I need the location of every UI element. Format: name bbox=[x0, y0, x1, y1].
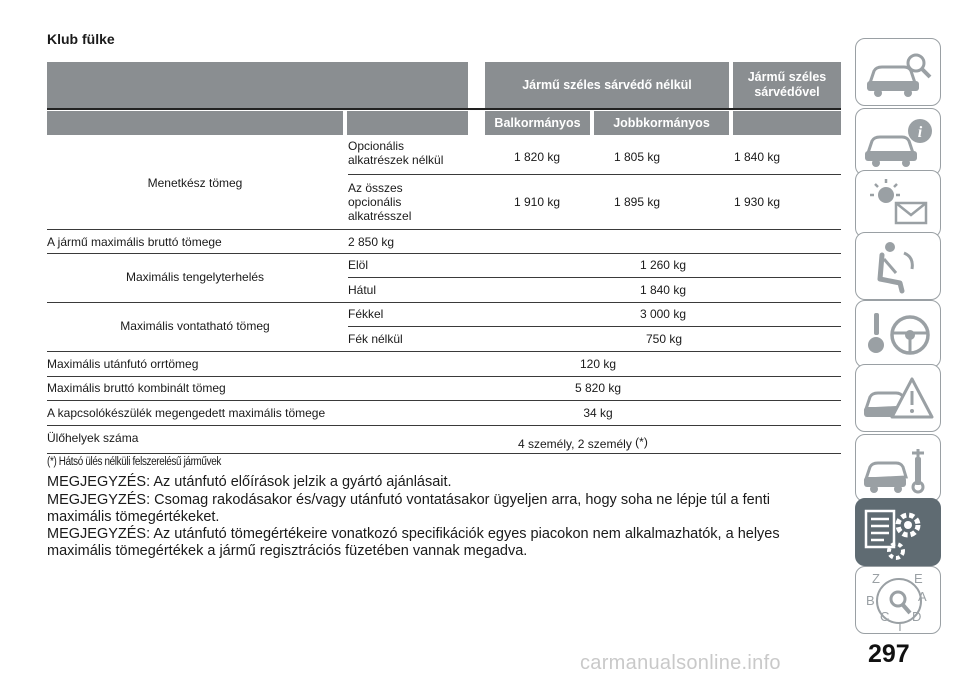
header-divider bbox=[47, 108, 841, 110]
gvw-value: 2 850 kg bbox=[348, 235, 395, 249]
tab-index[interactable] bbox=[855, 566, 941, 634]
svg-text:C: C bbox=[880, 609, 890, 624]
page-number: 297 bbox=[868, 640, 910, 668]
subheader-rhd: Jobbkormányos bbox=[594, 111, 729, 135]
steering-wheel-key-icon bbox=[856, 301, 942, 369]
seats-label: Ülőhelyek száma bbox=[47, 431, 139, 445]
nose-weight-value: 120 kg bbox=[579, 357, 617, 371]
car-info-icon bbox=[856, 109, 942, 177]
seat-airbag-icon bbox=[856, 233, 942, 301]
svg-text:Z: Z bbox=[872, 571, 880, 586]
coupling-label: A kapcsolókészülék megengedett maximális tömege bbox=[47, 406, 326, 420]
header-with-bumper: Jármű széles sárvédővel bbox=[733, 62, 841, 108]
tab-car-search[interactable] bbox=[855, 38, 941, 106]
curb-option-2: Az összes opcionális alkatrésszel bbox=[348, 181, 412, 223]
row-divider bbox=[47, 376, 841, 377]
header-no-bumper: Jármű széles sárvédő nélkül bbox=[485, 62, 729, 108]
row-divider bbox=[348, 174, 841, 175]
towing-unbraked-value: 750 kg bbox=[645, 332, 682, 346]
row-divider bbox=[47, 400, 841, 401]
note-3: MEGJEGYZÉS: Az utánfutó tömegértékeire vonatkozó specifikációk egyes piacokon nem alkalmazhatók, a helyes maximális tömegértékek a jármű regisztrációs füzetében vannak megadva. bbox=[47, 526, 780, 559]
towing-braked-label: Fékkel bbox=[348, 307, 384, 321]
axle-rear-value: 1 840 kg bbox=[639, 283, 686, 297]
car-crash-warning-icon bbox=[856, 365, 942, 433]
tab-maintenance[interactable] bbox=[855, 434, 941, 502]
towing-unbraked-label: Fék nélkül bbox=[348, 332, 403, 346]
seats-value bbox=[518, 435, 648, 451]
subheader-blank-3 bbox=[733, 111, 841, 135]
curb-option-1: Opcionális alkatrészek nélkül bbox=[348, 139, 444, 167]
row-divider bbox=[47, 253, 841, 254]
axle-front-value: 1 260 kg bbox=[639, 258, 686, 272]
subheader-lhd: Balkormányos bbox=[485, 111, 590, 135]
seats-value-text: 4 személy, 2 személy bbox=[518, 437, 632, 451]
row-divider bbox=[348, 277, 841, 278]
row-divider bbox=[47, 351, 841, 352]
svg-text:i: i bbox=[917, 124, 923, 141]
watermark: carmanualsonline.info bbox=[580, 652, 781, 674]
nose-weight-label: Maximális utánfutó orrtömeg bbox=[47, 357, 199, 371]
svg-text:A: A bbox=[918, 589, 927, 604]
towing-label: Maximális vontatható tömeg bbox=[120, 319, 270, 333]
tab-car-info[interactable] bbox=[855, 108, 941, 176]
car-search-icon bbox=[856, 39, 942, 107]
seats-footnote-mark: (*) bbox=[635, 435, 648, 449]
tab-emergency[interactable] bbox=[855, 364, 941, 432]
row-divider bbox=[47, 302, 841, 303]
curb-lhd-2: 1 910 kg bbox=[513, 195, 561, 209]
note-2: MEGJEGYZÉS: Csomag rakodásakor és/vagy utánfutó vontatásakor ügyeljen arra, hogy soha ne lépje túl a fenti maximális tömegértékeket. bbox=[47, 492, 770, 525]
warning-light-mail-icon bbox=[856, 171, 942, 239]
gvw-label: A jármű maximális bruttó tömege bbox=[47, 235, 222, 249]
subheader-blank-2 bbox=[347, 111, 468, 135]
curb-rhd-1: 1 805 kg bbox=[613, 150, 661, 164]
gcw-label: Maximális bruttó kombinált tömeg bbox=[47, 381, 226, 395]
note-1: MEGJEGYZÉS: Az utánfutó előírások jelzik a gyártó ajánlásait. bbox=[47, 474, 452, 490]
coupling-value: 34 kg bbox=[583, 406, 613, 420]
footnote: (*) Hátsó ülés nélküli felszerelésű járművek bbox=[47, 456, 221, 468]
svg-text:T: T bbox=[896, 619, 904, 634]
curb-weight-label: Menetkész tömeg bbox=[147, 176, 243, 190]
svg-text:D: D bbox=[912, 609, 922, 624]
specs-gears-icon bbox=[856, 499, 942, 567]
table-bottom-line bbox=[47, 453, 841, 454]
svg-text:B: B bbox=[866, 593, 875, 608]
header-blank-1 bbox=[47, 62, 468, 108]
towing-braked-value: 3 000 kg bbox=[639, 307, 686, 321]
row-divider bbox=[47, 425, 841, 426]
tab-starting-driving[interactable] bbox=[855, 300, 941, 368]
row-divider bbox=[47, 229, 841, 230]
alphabet-index-icon bbox=[856, 567, 942, 635]
gcw-value: 5 820 kg bbox=[574, 381, 622, 395]
page-title: Klub fülke bbox=[47, 31, 115, 47]
tab-technical-data[interactable] bbox=[855, 498, 941, 566]
axle-rear-label: Hátul bbox=[348, 283, 377, 297]
svg-text:E: E bbox=[914, 571, 923, 586]
tab-safety[interactable] bbox=[855, 232, 941, 300]
tab-warning-lights[interactable] bbox=[855, 170, 941, 238]
curb-lhd-1: 1 820 kg bbox=[513, 150, 561, 164]
curb-wide-2: 1 930 kg bbox=[733, 195, 781, 209]
curb-wide-1: 1 840 kg bbox=[733, 150, 781, 164]
car-wrench-icon bbox=[856, 435, 942, 503]
curb-rhd-2: 1 895 kg bbox=[613, 195, 661, 209]
subheader-blank-1 bbox=[47, 111, 343, 135]
row-divider bbox=[348, 326, 841, 327]
axle-label: Maximális tengelyterhelés bbox=[125, 270, 265, 284]
axle-front-label: Elöl bbox=[348, 258, 369, 272]
